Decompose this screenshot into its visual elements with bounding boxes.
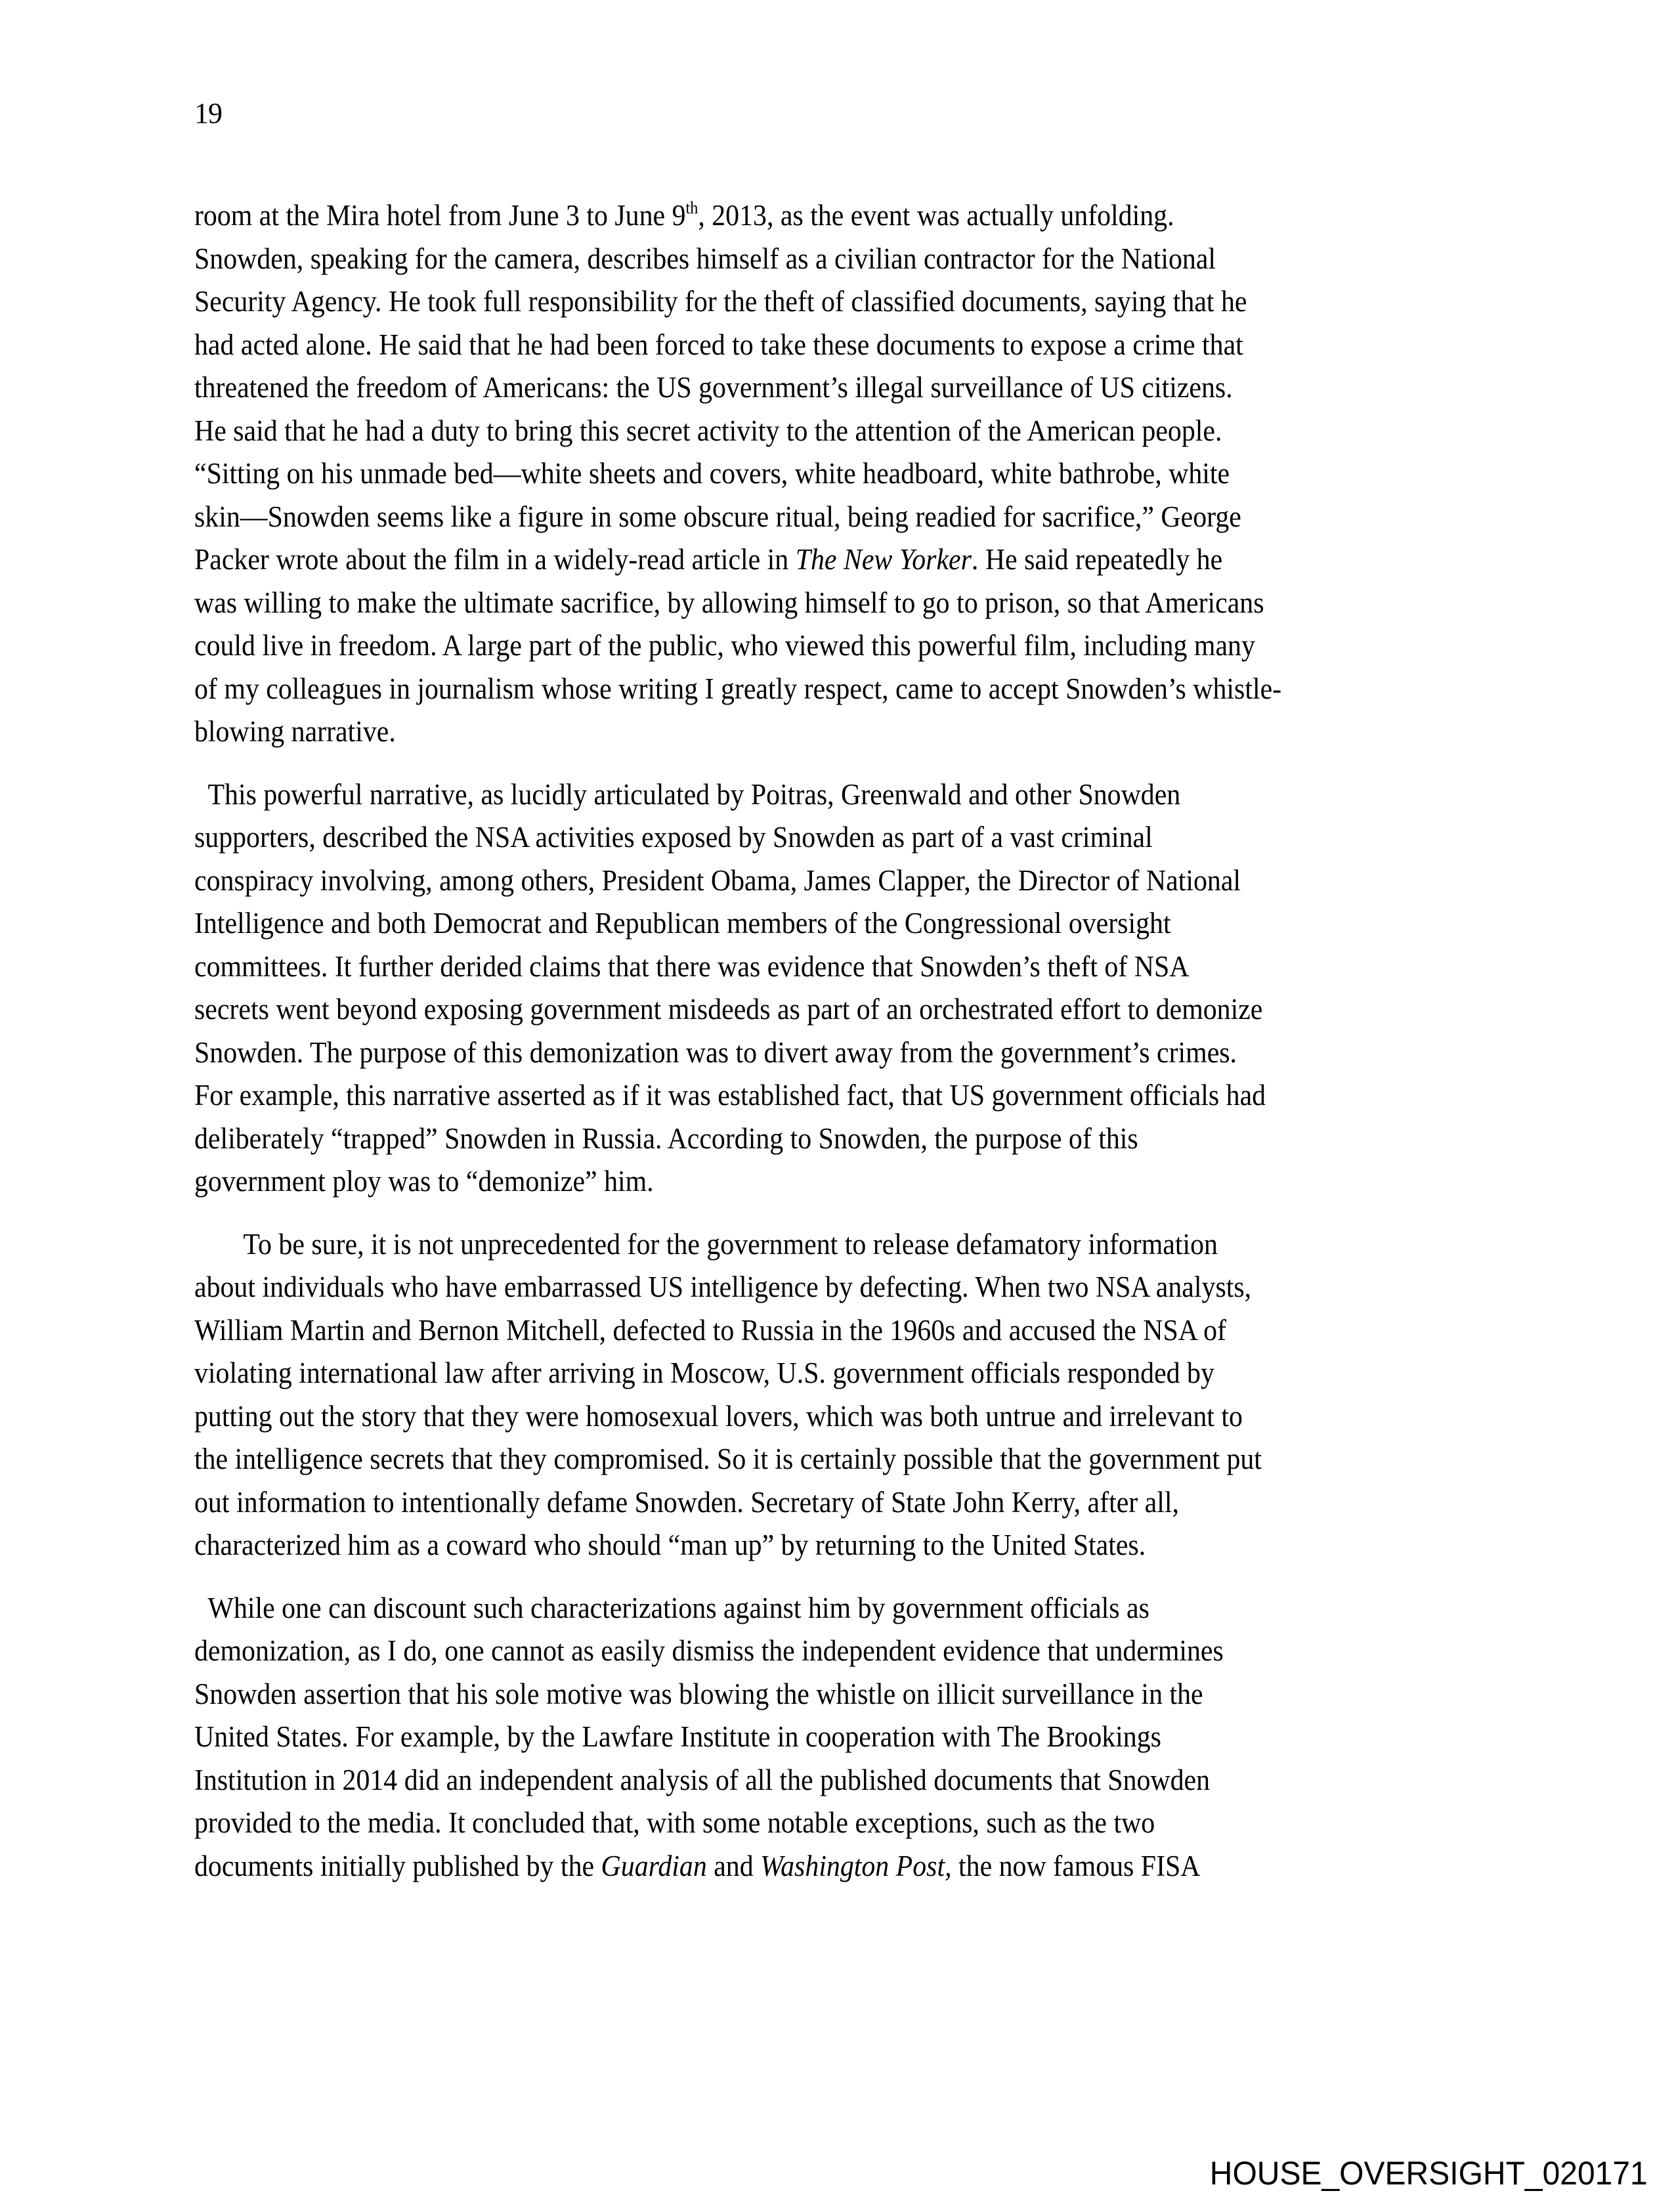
text-line <box>194 324 1495 367</box>
text-line <box>194 1117 1508 1161</box>
text-run: Snowden assertion that his sole motive was blowing the whistle on illicit surveillance in the <box>194 1677 1203 1710</box>
text-run: Snowden, speaking for the camera, describes himself as a civilian contractor for the National <box>194 242 1216 275</box>
text-run: could live in freedom. A large part of the public, who viewed this powerful film, including many <box>194 629 1255 662</box>
text-line <box>194 945 1508 989</box>
text-run: While one can discount such characterizations against him by government officials as <box>207 1591 1149 1624</box>
document-body <box>194 194 1491 1907</box>
text-line <box>194 816 1508 859</box>
text-line <box>194 988 1508 1031</box>
text-run: He said that he had a duty to bring this secret activity to the attention of the American people. <box>194 414 1222 447</box>
text-line <box>194 280 1495 324</box>
text-line <box>194 238 1495 281</box>
text-run: blowing narrative. <box>194 715 396 748</box>
text-run: provided to the media. It concluded that, with some notable exceptions, such as the two <box>194 1806 1155 1839</box>
paragraph <box>194 773 1508 1204</box>
text-line <box>194 538 1495 582</box>
text-run: room at the Mira hotel from June 3 to June 9 <box>194 199 686 232</box>
text-line <box>194 1524 1543 1567</box>
text-run: Intelligence and both Democrat and Republican members of the Congressional oversight <box>194 907 1171 940</box>
text-line <box>207 773 1508 817</box>
text-line <box>194 452 1495 496</box>
text-line <box>194 902 1508 945</box>
text-run: characterized him as a coward who should “man up” by returning to the United States. <box>194 1529 1146 1561</box>
text-line <box>194 1802 1508 1845</box>
text-run: and <box>706 1849 761 1882</box>
text-run: out information to intentionally defame Snowden. Secretary of State John Kerry, after all, <box>194 1485 1179 1519</box>
page-number: 19 <box>194 97 222 129</box>
italic-title: The New Yorker <box>795 543 972 576</box>
text-line <box>194 859 1508 903</box>
text-run: “Sitting on his unmade bed—white sheets and covers, white headboard, white bathrobe, white <box>194 457 1230 490</box>
text-run: . He said repeatedly he <box>971 543 1223 576</box>
text-line <box>194 668 1495 711</box>
text-line <box>194 1716 1508 1759</box>
text-run: Security Agency. He took full responsibility for the theft of classified documents, saying that he <box>194 285 1247 318</box>
text-line <box>194 1352 1543 1395</box>
text-line <box>194 582 1495 625</box>
text-run: committees. It further derided claims that there was evidence that Snowden’s theft of NSA <box>194 949 1190 983</box>
text-run: conspiracy involving, among others, President Obama, James Clapper, the Director of National <box>194 863 1241 897</box>
text-run: the now famous FISA <box>951 1849 1201 1882</box>
text-run: had acted alone. He said that he had been forced to take these documents to expose a crime that <box>194 328 1243 361</box>
ordinal-superscript: th <box>685 198 698 217</box>
italic-title: Washington Post, <box>760 1849 952 1882</box>
text-run: about individuals who have embarrassed US intelligence by defecting. When two NSA analysts, <box>194 1270 1252 1303</box>
text-line <box>194 1673 1508 1716</box>
text-line <box>194 1395 1543 1439</box>
text-line <box>194 1845 1508 1888</box>
text-line <box>194 1481 1543 1525</box>
text-run: supporters, described the NSA activities exposed by Snowden as part of a vast criminal <box>194 821 1153 854</box>
text-line <box>194 1438 1543 1481</box>
text-line <box>194 1031 1508 1075</box>
text-run: government ploy was to “demonize” him. <box>194 1165 654 1198</box>
text-run: For example, this narrative asserted as if it was established fact, that US government officials had <box>194 1079 1266 1112</box>
text-run: deliberately “trapped” Snowden in Russia. According to Snowden, the purpose of this <box>194 1121 1138 1155</box>
text-line <box>194 624 1495 668</box>
text-run: violating international law after arriving in Moscow, U.S. government officials responded by <box>194 1356 1214 1389</box>
text-line <box>194 1266 1543 1309</box>
text-run: This powerful narrative, as lucidly articulated by Poitras, Greenwald and other Snowden <box>207 777 1181 811</box>
text-run: skin—Snowden seems like a figure in some obscure ritual, being readied for sacrifice,” George <box>194 500 1241 533</box>
paragraph <box>194 1223 1543 1567</box>
italic-title: Guardian <box>601 1849 707 1882</box>
text-run: was willing to make the ultimate sacrifice, by allowing himself to go to prison, so that Americans <box>194 586 1264 619</box>
text-line <box>194 710 1495 754</box>
text-run: Packer wrote about the film in a widely-read article in <box>194 543 796 576</box>
text-line <box>194 1630 1508 1673</box>
paragraph <box>194 1587 1508 1888</box>
paragraph <box>194 194 1495 754</box>
text-line <box>207 1587 1508 1630</box>
text-line <box>194 366 1495 410</box>
text-run: United States. For example, by the Lawfare Institute in cooperation with The Brookings <box>194 1720 1161 1753</box>
text-run: secrets went beyond exposing government misdeeds as part of an orchestrated effort to demonize <box>194 993 1263 1026</box>
text-run: To be sure, it is not unprecedented for the government to release defamatory information <box>243 1227 1218 1261</box>
text-run: putting out the story that they were homosexual lovers, which was both untrue and irrelevant to <box>194 1399 1243 1433</box>
text-run: Snowden. The purpose of this demonization was to divert away from the government’s crimes. <box>194 1035 1237 1069</box>
text-line <box>194 1160 1508 1204</box>
text-line <box>194 1759 1508 1802</box>
text-run: the intelligence secrets that they compromised. So it is certainly possible that the government put <box>194 1442 1262 1475</box>
text-line <box>243 1223 1543 1267</box>
text-run: Institution in 2014 did an independent analysis of all the published documents that Snowden <box>194 1763 1211 1796</box>
bates-stamp: HOUSE_OVERSIGHT_020171 <box>1210 2155 1648 2192</box>
text-run: of my colleagues in journalism whose writing I greatly respect, came to accept Snowden’s whistle- <box>194 672 1282 705</box>
text-line <box>194 1309 1543 1353</box>
text-line <box>194 1074 1508 1117</box>
text-run: William Martin and Bernon Mitchell, defected to Russia in the 1960s and accused the NSA of <box>194 1313 1226 1347</box>
text-line <box>194 194 1495 238</box>
text-line <box>194 496 1495 539</box>
text-run: documents initially published by the <box>194 1849 601 1882</box>
text-run: , 2013, as the event was actually unfolding. <box>698 199 1174 232</box>
text-run: threatened the freedom of Americans: the US government’s illegal surveillance of US citizens. <box>194 371 1233 404</box>
text-run: demonization, as I do, one cannot as easily dismiss the independent evidence that undermines <box>194 1634 1224 1667</box>
text-line <box>194 410 1495 453</box>
